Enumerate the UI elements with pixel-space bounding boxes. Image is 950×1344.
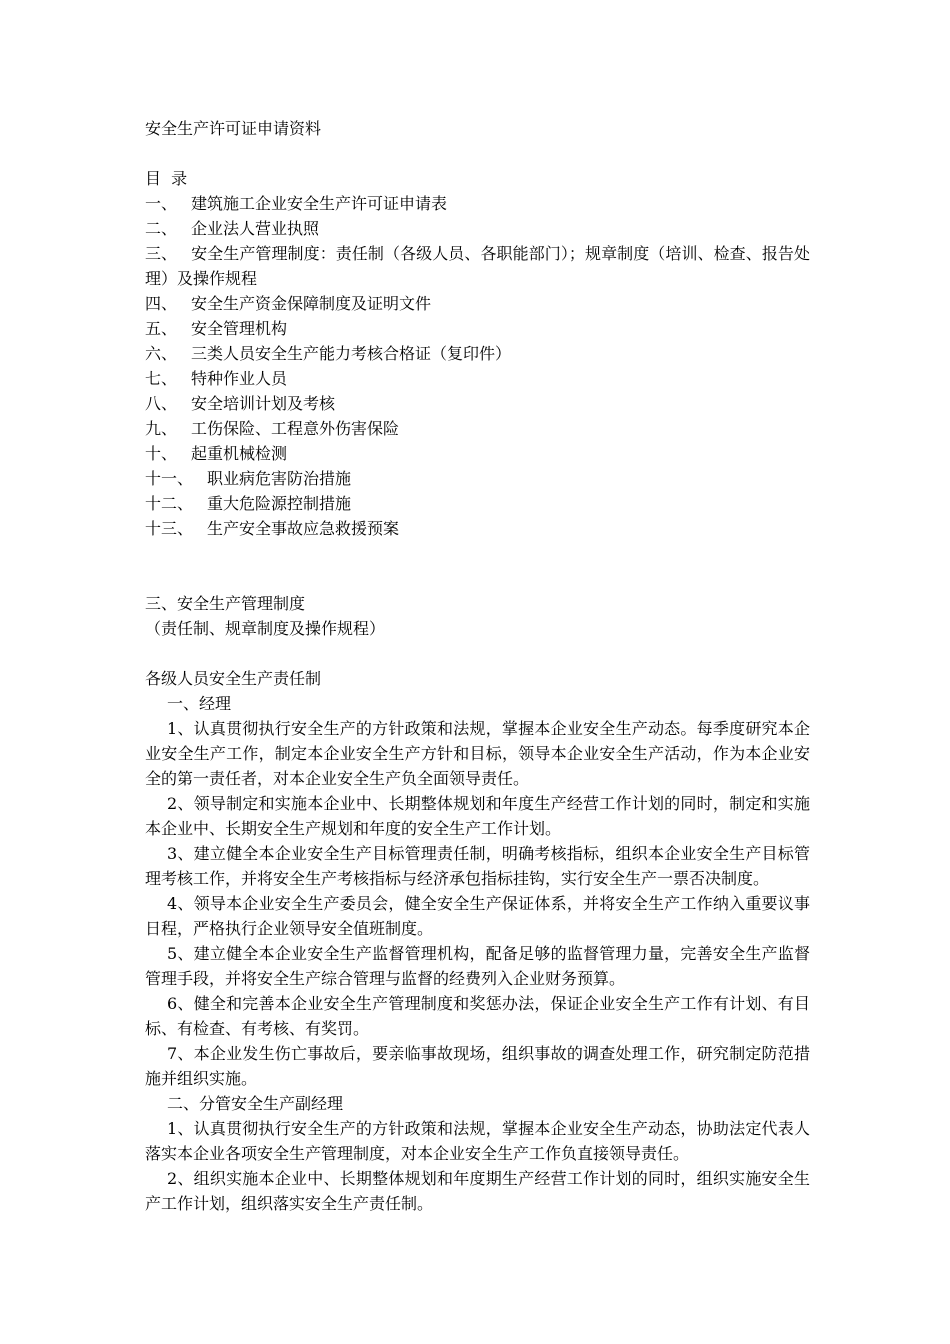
document-page	[145, 116, 810, 1216]
toc-item-number: 四、	[145, 294, 178, 313]
toc-item	[145, 391, 810, 416]
toc-item-text: 安全管理机构	[191, 319, 288, 338]
toc-item-number: 十一、	[145, 469, 194, 488]
toc-item-text: 企业法人营业执照	[191, 219, 320, 238]
paragraph: 7、本企业发生伤亡事故后，要亲临事故现场，组织事故的调查处理工作，研究制定防范措施并组织实施。	[145, 1044, 810, 1088]
paragraph: 1、认真贯彻执行安全生产的方针政策和法规，掌握本企业安全生产动态，协助法定代表人落实本企业各项安全生产管理制度，对本企业安全生产工作负直接领导责任。	[145, 1119, 810, 1163]
toc-item-text: 职业病危害防治措施	[207, 469, 352, 488]
toc-item-text: 生产安全事故应急救援预案	[207, 519, 400, 538]
toc-item-text: 安全生产管理制度：责任制（各级人员、各职能部门）；规章制度（培训、检查、报告处理）及操作规程	[145, 244, 810, 288]
blank-line	[145, 641, 810, 666]
toc-item	[145, 316, 810, 341]
toc-item-number: 七、	[145, 369, 178, 388]
toc-heading: 目 录	[145, 169, 188, 188]
toc-item	[145, 416, 810, 441]
toc-item-text: 特种作业人员	[191, 369, 288, 388]
toc-item	[145, 341, 810, 366]
paragraph: 5、建立健全本企业安全生产监督管理机构，配备足够的监督管理力量，完善安全生产监督管理手段，并将安全生产综合管理与监督的经费列入企业财务预算。	[145, 944, 810, 988]
blank-line	[145, 541, 810, 591]
toc-item-text: 三类人员安全生产能力考核合格证（复印件）	[191, 344, 512, 363]
blank-line	[145, 141, 810, 166]
toc-item-text: 安全生产资金保障制度及证明文件	[191, 294, 432, 313]
paragraph: 6、健全和完善本企业安全生产管理制度和奖惩办法，保证企业安全生产工作有计划、有目标、有检查、有考核、有奖罚。	[145, 994, 810, 1038]
toc-item-number: 九、	[145, 419, 178, 438]
toc-item-number: 五、	[145, 319, 178, 338]
section-subtitle: （责任制、规章制度及操作规程）	[145, 619, 386, 638]
toc-item	[145, 291, 810, 316]
toc-item-number: 十二、	[145, 494, 194, 513]
toc-item-text: 重大危险源控制措施	[207, 494, 352, 513]
responsibility-heading: 各级人员安全生产责任制	[145, 669, 322, 688]
section-title: 三、安全生产管理制度	[145, 594, 306, 613]
paragraph: 1、认真贯彻执行安全生产的方针政策和法规，掌握本企业安全生产动态。每季度研究本企业安全生产工作，制定本企业安全生产方针和目标，领导本企业安全生产活动，作为本企业安全的第一责任者，对本企业安全生产负全面领导责任。	[145, 719, 810, 788]
toc-item	[145, 216, 810, 241]
toc-item-number: 六、	[145, 344, 178, 363]
toc-item	[145, 241, 810, 291]
toc-item-text: 安全培训计划及考核	[191, 394, 336, 413]
toc-item	[145, 466, 810, 491]
paragraph: 2、组织实施本企业中、长期整体规划和年度期生产经营工作计划的同时，组织实施安全生产工作计划，组织落实安全生产责任制。	[145, 1169, 810, 1213]
toc-item-number: 十三、	[145, 519, 194, 538]
subsection-title: 一、经理	[167, 694, 232, 713]
toc-item-number: 十、	[145, 444, 178, 463]
toc-item-text: 起重机械检测	[191, 444, 288, 463]
toc-item-text: 工伤保险、工程意外伤害保险	[191, 419, 400, 438]
toc-item-number: 三、	[145, 244, 178, 263]
subsection-title: 二、分管安全生产副经理	[167, 1094, 344, 1113]
toc-item-number: 一、	[145, 194, 178, 213]
toc-item-number: 二、	[145, 219, 178, 238]
toc-item	[145, 441, 810, 466]
paragraph: 3、建立健全本企业安全生产目标管理责任制，明确考核指标，组织本企业安全生产目标管理考核工作，并将安全生产考核指标与经济承包指标挂钩，实行安全生产一票否决制度。	[145, 844, 810, 888]
toc-item-number: 八、	[145, 394, 178, 413]
document-title: 安全生产许可证申请资料	[145, 119, 322, 138]
toc-item	[145, 366, 810, 391]
paragraph: 4、领导本企业安全生产委员会，健全安全生产保证体系，并将安全生产工作纳入重要议事日程，严格执行企业领导安全值班制度。	[145, 894, 810, 938]
toc-item-text: 建筑施工企业安全生产许可证申请表	[191, 194, 448, 213]
toc-item	[145, 191, 810, 216]
paragraph: 2、领导制定和实施本企业中、长期整体规划和年度生产经营工作计划的同时，制定和实施本企业中、长期安全生产规划和年度的安全生产工作计划。	[145, 794, 810, 838]
toc-item	[145, 516, 810, 541]
toc-item	[145, 491, 810, 516]
